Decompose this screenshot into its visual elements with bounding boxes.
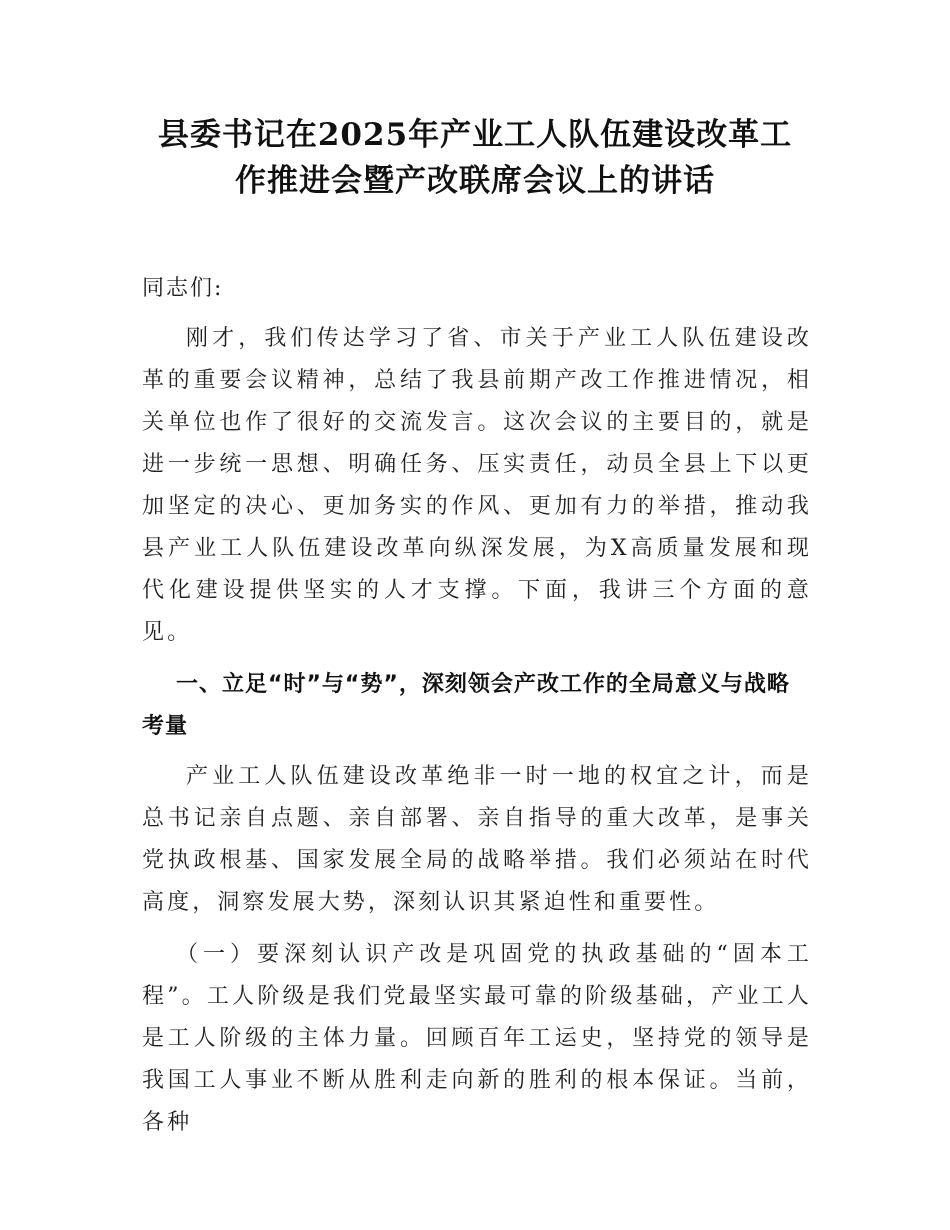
document-body xyxy=(142,268,812,1154)
section-1-heading: 一、立足“时”与“势”，深刻领会产改工作的全局意义与战略考量 xyxy=(142,672,790,739)
salutation: 同志们: xyxy=(142,276,224,301)
document-title xyxy=(120,112,830,204)
intro-paragraph: 刚才，我们传达学习了省、市关于产业工人队伍建设改革的重要会议精神，总结了我县前期产改工作推进情况，相关单位也作了很好的交流发言。这次会议的主要目的，就是进一步统一思想、明确任务、压实责任，动员全县上下以更加坚定的决心、更加务实的作风、更加有力的举措，推动我县产业工人队伍建设改革向纵深发展，为X高质量发展和现代化建设提供坚实的人才支撑。下面，我讲三个方面的意见。 xyxy=(142,326,812,645)
section-1-paragraph: 产业工人队伍建设改革绝非一时一地的权宜之计，而是总书记亲自点题、亲自部署、亲自指导的重大改革，是事关党执政根基、国家发展全局的战略举措。我们必须站在时代高度，洞察发展大势，深刻认识其紧迫性和重要性。 xyxy=(142,764,812,915)
document-title-line-2: 作推进会暨产改联席会议上的讲话 xyxy=(235,163,715,199)
subsection-1-paragraph: （一）要深刻认识产改是巩固党的执政基础的“固本工程”。工人阶级是我们党最坚实最可靠的阶级基础，产业工人是工人阶级的主体力量。回顾百年工运史，坚持党的领导是我国工人事业不断从胜利走向新的胜利的根本保证。当前，各种 xyxy=(142,942,812,1135)
document-title-line-1: 县委书记在2025年产业工人队伍建设改革工 xyxy=(157,117,793,153)
